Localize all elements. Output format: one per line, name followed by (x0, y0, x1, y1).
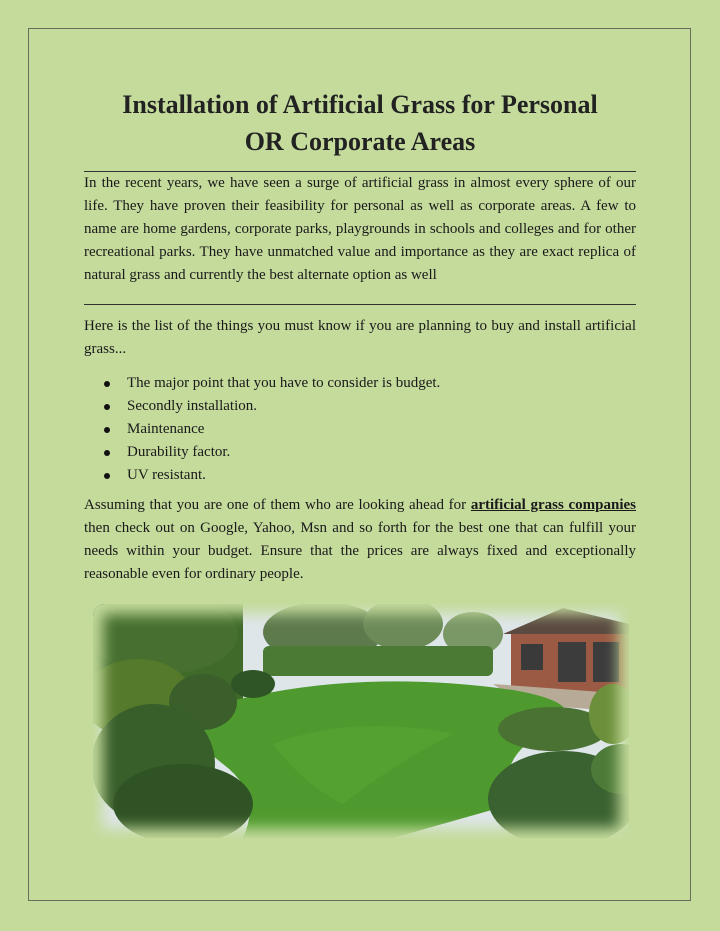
closing-text-after-link: then check out on Google, Yahoo, Msn and so forth for the best one that can fulfill your needs within your budget. Ensure that the prices are always fixed and exceptionally reasonable even for ordinary people. (84, 520, 636, 582)
list-item-text: UV resistant. (127, 467, 206, 483)
list-item-text: The major point that you have to consider is budget. (127, 375, 441, 391)
garden-illustration (93, 604, 629, 838)
list-item (84, 372, 636, 395)
list-item-text: Secondly installation. (127, 398, 257, 414)
bullet-icon (104, 473, 110, 479)
list-item (84, 418, 636, 441)
bullet-icon (104, 404, 110, 410)
list-item (84, 441, 636, 464)
list-item-text: Maintenance (127, 421, 205, 437)
bullet-icon (104, 450, 110, 456)
closing-paragraph (84, 494, 636, 586)
divider-bottom (84, 304, 636, 305)
intro-paragraph: In the recent years, we have seen a surge of artificial grass in almost every sphere of our life. They have proven their feasibility for personal as well as corporate areas. A few to name are home gardens, corporate parks, playgrounds in schools and colleges and for other recreational parks. They have unmatched value and importance as they are exact replica of natural grass and currently the best alternate option as well (84, 175, 636, 283)
considerations-list (84, 372, 636, 487)
title-line-1: Installation of Artificial Grass for Personal (122, 90, 598, 119)
artificial-grass-companies-link[interactable]: artificial grass companies (470, 497, 637, 513)
document-title (84, 86, 636, 160)
bullet-icon (104, 427, 110, 433)
garden-lawn-photo (93, 604, 629, 838)
bullet-icon (104, 381, 110, 387)
closing-text-before-link: Assuming that you are one of them who are looking ahead for (84, 497, 471, 513)
list-intro-paragraph: Here is the list of the things you must know if you are planning to buy and install artificial grass... (84, 318, 636, 357)
title-line-2: OR Corporate Areas (244, 127, 476, 156)
list-item (84, 395, 636, 418)
list-item (84, 464, 636, 487)
list-item-text: Durability factor. (127, 444, 231, 460)
